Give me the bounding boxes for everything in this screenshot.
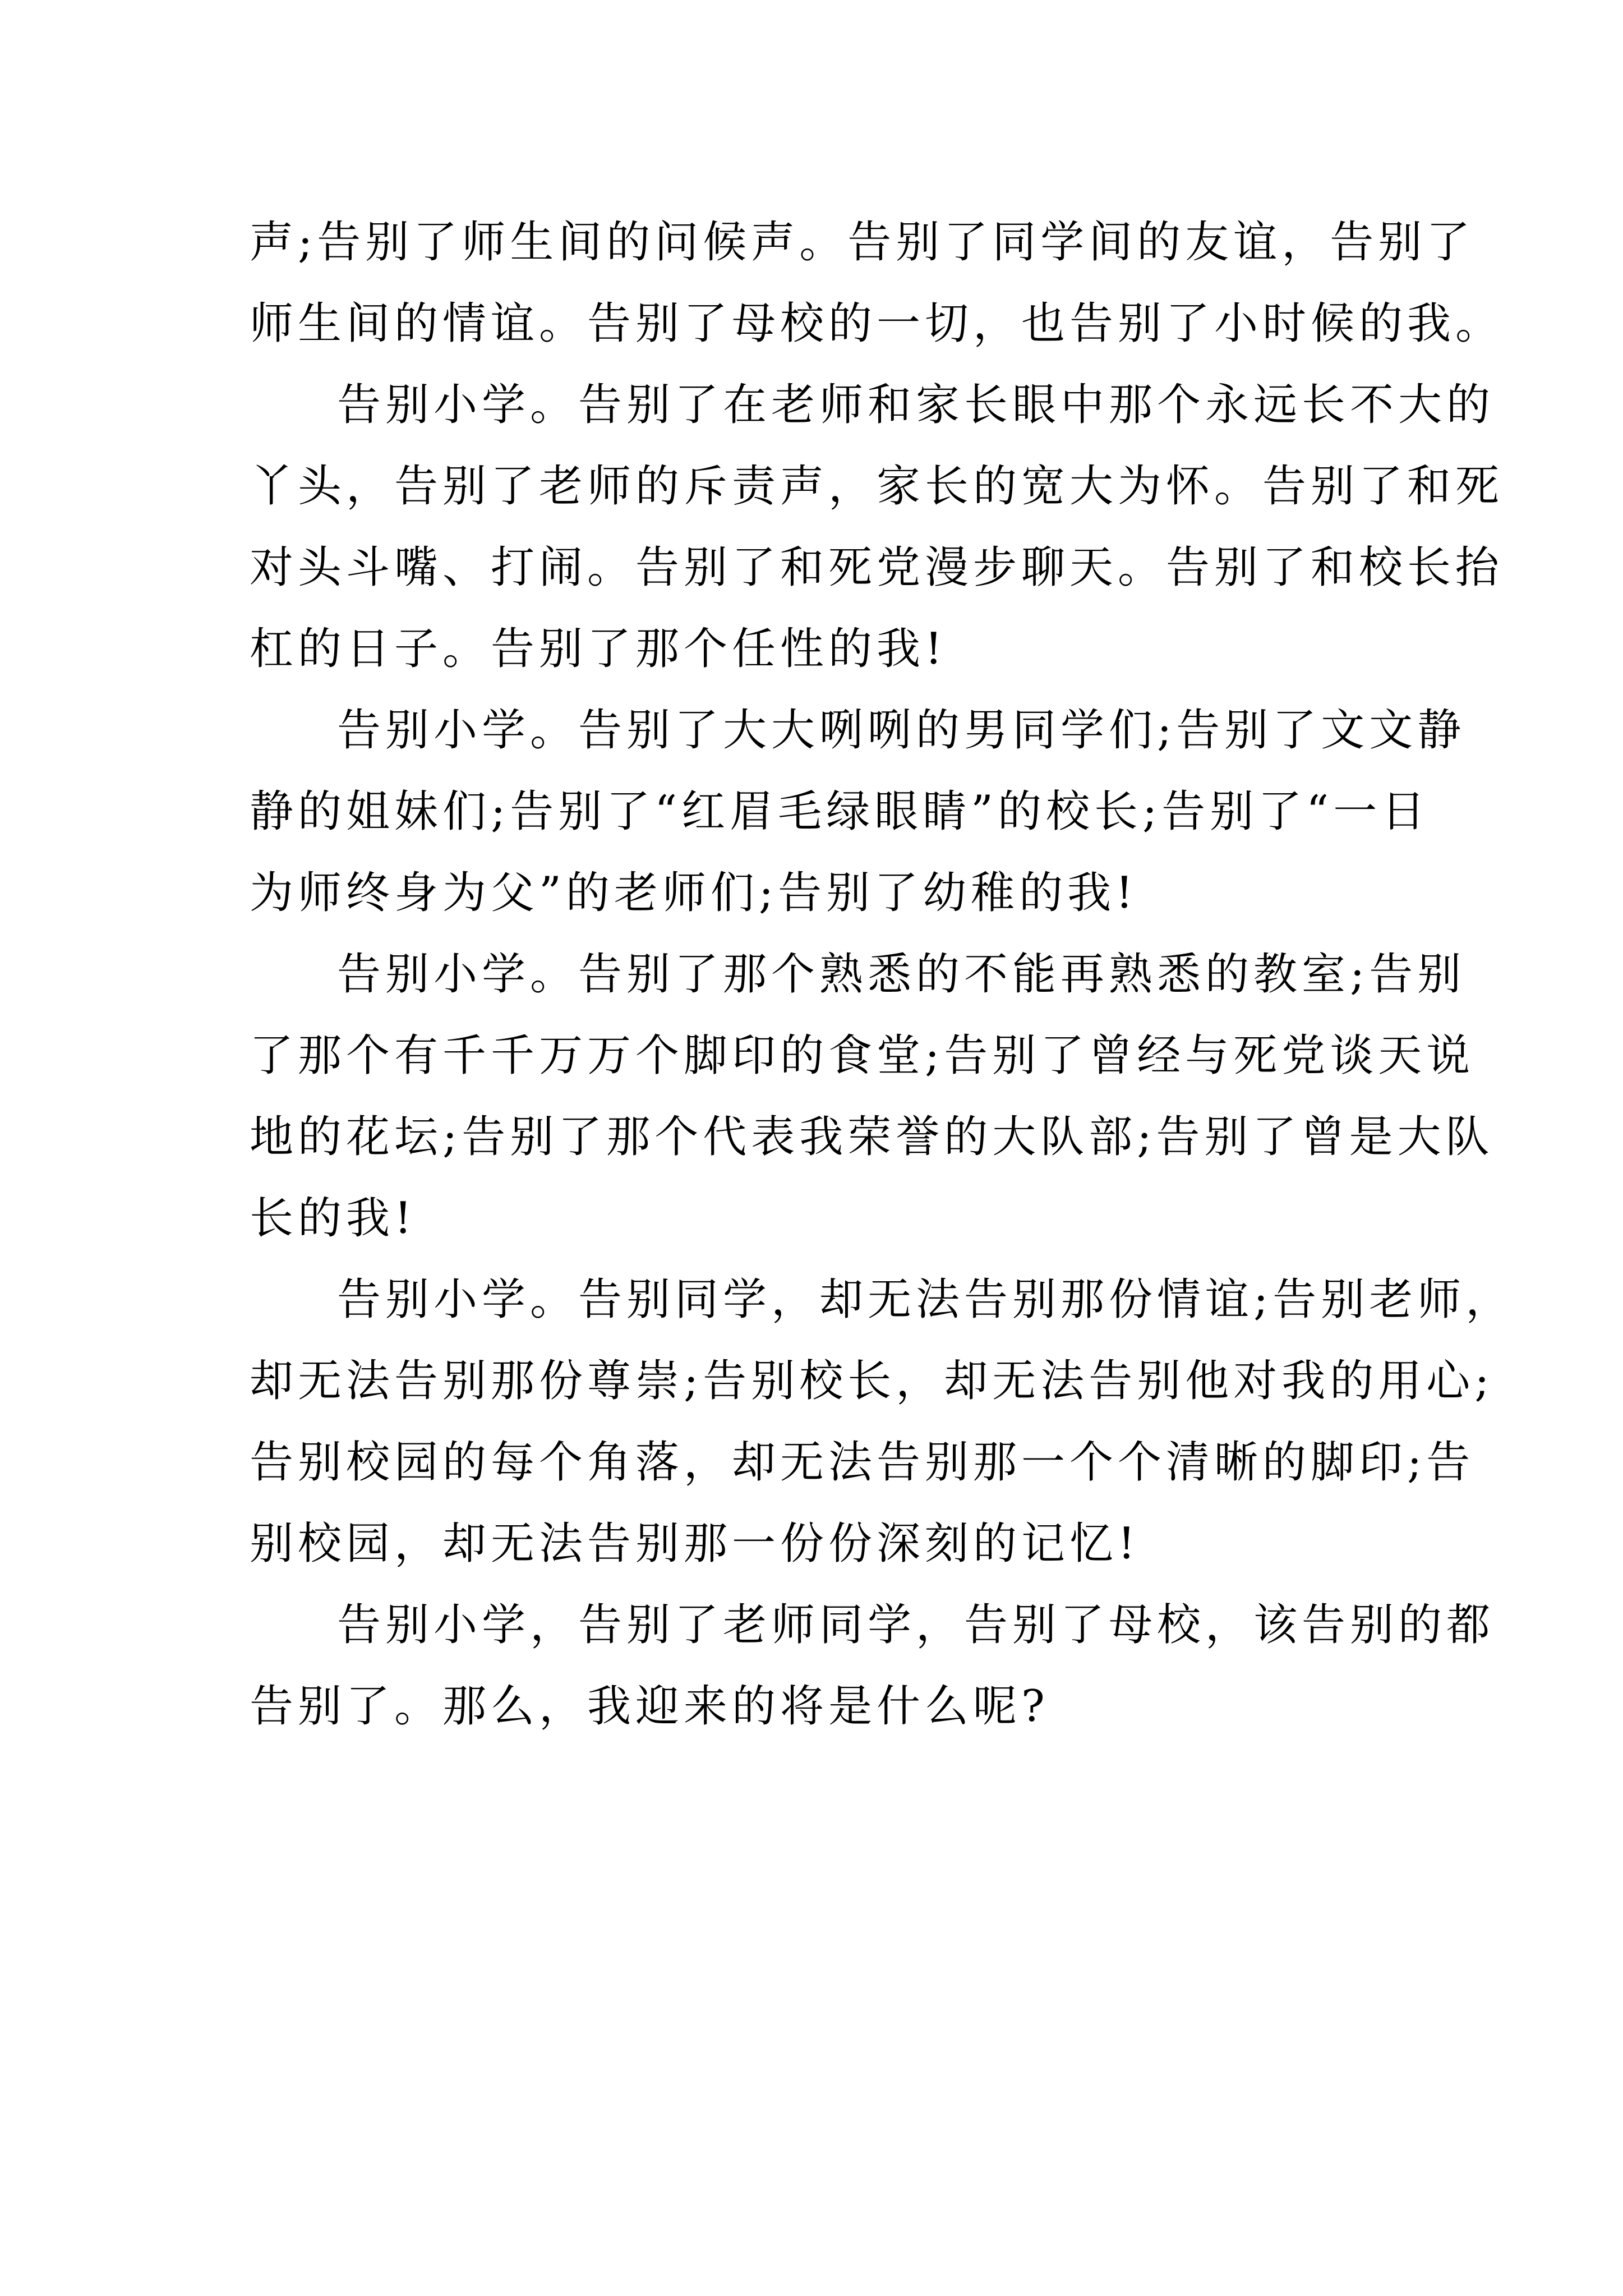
paragraph-3 <box>250 690 1466 934</box>
text-line: 杠的日子。告别了那个任性的我! <box>250 624 947 674</box>
text-line: 了那个有千千万万个脚印的食堂;告别了曾经与死党谈天说 <box>250 1030 1475 1081</box>
text-line: 为师终身为父”的老师们;告别了幼稚的我! <box>250 868 1138 918</box>
text-line: 对头斗嘴、打闹。告别了和死党漫步聊天。告别了和校长抬 <box>250 542 1504 593</box>
paragraph-2 <box>250 365 1504 690</box>
text-line: 长的我! <box>250 1193 417 1244</box>
essay-body <box>250 202 1514 1747</box>
paragraph-4 <box>250 934 1494 1259</box>
text-line: 丫头，告别了老师的斥责声，家长的宽大为怀。告别了和死 <box>250 461 1504 512</box>
text-line: 告别小学。告别了那个熟悉的不能再熟悉的教室;告别 <box>337 949 1466 1000</box>
text-line: 告别校园的每个角落，却无法告别那一个个清晰的脚印;告 <box>250 1437 1475 1488</box>
text-line: 却无法告别那份尊崇;告别校长，却无法告别他对我的用心; <box>250 1356 1494 1406</box>
text-line: 告别小学。告别了在老师和家长眼中那个永远长不大的 <box>337 380 1495 430</box>
text-line: 别校园，却无法告别那一份份深刻的记忆! <box>250 1519 1140 1569</box>
text-line: 地的花坛;告别了那个代表我荣誉的大队部;告别了曾是大队 <box>250 1112 1494 1162</box>
text-line: 声;告别了师生间的问候声。告别了同学间的友谊，告别了 <box>250 217 1475 268</box>
text-line: 告别小学，告别了老师同学，告别了母校，该告别的都 <box>337 1600 1495 1650</box>
text-line: 告别小学。告别了大大咧咧的男同学们;告别了文文静 <box>337 705 1466 756</box>
paragraph-5 <box>250 1259 1514 1585</box>
text-line: 静的姐妹们;告别了“红眉毛绿眼睛”的校长;告别了“一日 <box>250 786 1430 837</box>
text-line: 告别了。那么，我迎来的将是什么呢? <box>250 1681 1049 1732</box>
paragraph-1 <box>250 202 1504 365</box>
text-line: 师生间的情谊。告别了母校的一切，也告别了小时候的我。 <box>250 298 1504 349</box>
text-line: 告别小学。告别同学，却无法告别那份情谊;告别老师， <box>337 1274 1514 1325</box>
paragraph-6 <box>250 1585 1495 1747</box>
